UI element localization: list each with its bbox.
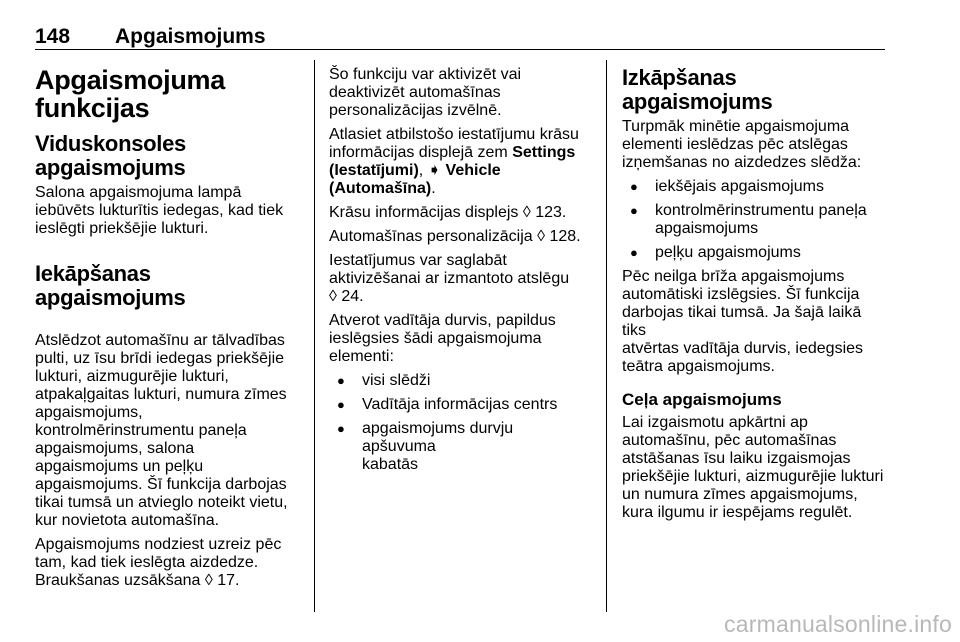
heading-exit-lighting: Izkāpšanas apgaismojums: [622, 65, 773, 114]
menu-term-settings: Settings: [512, 144, 576, 161]
heading-console-lighting: Viduskonsoles apgaismojums: [35, 131, 186, 180]
list-item: ● visi slēdži: [329, 372, 591, 390]
section-title: Apgaismojuma funkcijas: [35, 65, 225, 123]
column-divider-2: [606, 60, 607, 612]
column-divider-1: [314, 60, 315, 612]
heading-entry-lighting: Iekāpšanas apgaismojums: [35, 261, 186, 310]
watermark: carmanualsonline.info: [724, 611, 952, 637]
paragraph: Apgaismojums nodziest uzreiz pēc tam, kad tiek ieslēgta aizdedze. Braukšanas uzsākšana ◊ 17.: [35, 536, 282, 589]
column-2: [329, 66, 591, 480]
page-number: 148: [35, 25, 71, 48]
running-title: Apgaismojums: [115, 25, 266, 48]
page-header: [35, 25, 885, 50]
arrow-icon: , ➧: [418, 162, 446, 179]
list-item: ● kontrolmērinstrumentu paneļa apgaismojums: [622, 202, 886, 238]
paragraph: Lai izgaismotu apkārtni ap automašīnu, pēc automašīnas atstāšanas īsu laiku izgaismojas priekšējie lukturi, aizmugurējie lukturi un numura zīmes apgaismojums, kura ilgumu ir iespējams regulēt.: [622, 414, 884, 521]
column-1: [35, 66, 297, 596]
paragraph: Atlasiet atbilstošo iestatījumu krāsu informācijas displejā zem Settings (Iestatījumi), ➧ Vehicle (Automašīna).: [329, 126, 579, 197]
cross-reference-link[interactable]: Automašīnas personalizācija ◊ 128.: [329, 228, 581, 245]
cross-reference-link[interactable]: ◊ 24.: [329, 288, 364, 305]
cross-reference-link[interactable]: Krāsu informācijas displejs ◊ 123.: [329, 204, 567, 221]
column-3: [622, 66, 886, 528]
paragraph: Salona apgaismojuma lampā iebūvēts lukturītis iedegas, kad tiek ieslēgti priekšējie lukturi.: [35, 184, 284, 237]
paragraph: Šo funkciju var aktivizēt vai deaktivizēt automašīnas personalizācijas izvēlnē.: [329, 66, 522, 119]
heading-path-lighting: Ceļa apgaismojums: [622, 390, 782, 409]
menu-term-vehicle: Vehicle (Automašīna): [329, 162, 501, 197]
list-item: ● Vadītāja informācijas centrs: [329, 396, 591, 414]
paragraph: Pēc neilga brīža apgaismojums automātiski izslēgsies. Šī funkcija darbojas tikai tumsā. Ja šajā laikā tiks atvērtas vadītāja durvis, iedegsies teātra apgaismojums.: [622, 268, 864, 375]
paragraph: Atverot vadītāja durvis, papildus ieslēgsies šādi apgaismojuma elementi:: [329, 312, 556, 365]
cross-reference-link[interactable]: Braukšanas uzsākšana ◊ 17.: [35, 572, 240, 589]
bullet-list: [329, 372, 591, 474]
list-item: ● peļķu apgaismojums: [622, 244, 886, 262]
list-item: ● iekšējais apgaismojums: [622, 178, 886, 196]
paragraph: Turpmāk minētie apgaismojuma elementi ieslēdzas pēc atslēgas izņemšanas no aizdedzes slēdža:: [622, 118, 862, 171]
paragraph: Atslēdzot automašīnu ar tālvadības pulti, uz īsu brīdi iedegas priekšējie lukturi, aizmugurējie lukturi, atpakaļgaitas lukturi, numura zīmes apgaismojums, kontrolmērinstrumentu paneļa apgaismojums, salona apgaismojums un peļķu apgaismojums. Šī funkcija darbojas tikai tumsā un atvieglo noteikt vietu, kur novietota automašīna.: [35, 332, 288, 529]
list-item: ● apgaismojums durvju apšuvuma kabatās: [329, 420, 591, 474]
bullet-list: [622, 178, 886, 262]
paragraph: Iestatījumus var saglabāt aktivizēšanai ar izmantoto atslēgu ◊ 24.: [329, 252, 570, 305]
